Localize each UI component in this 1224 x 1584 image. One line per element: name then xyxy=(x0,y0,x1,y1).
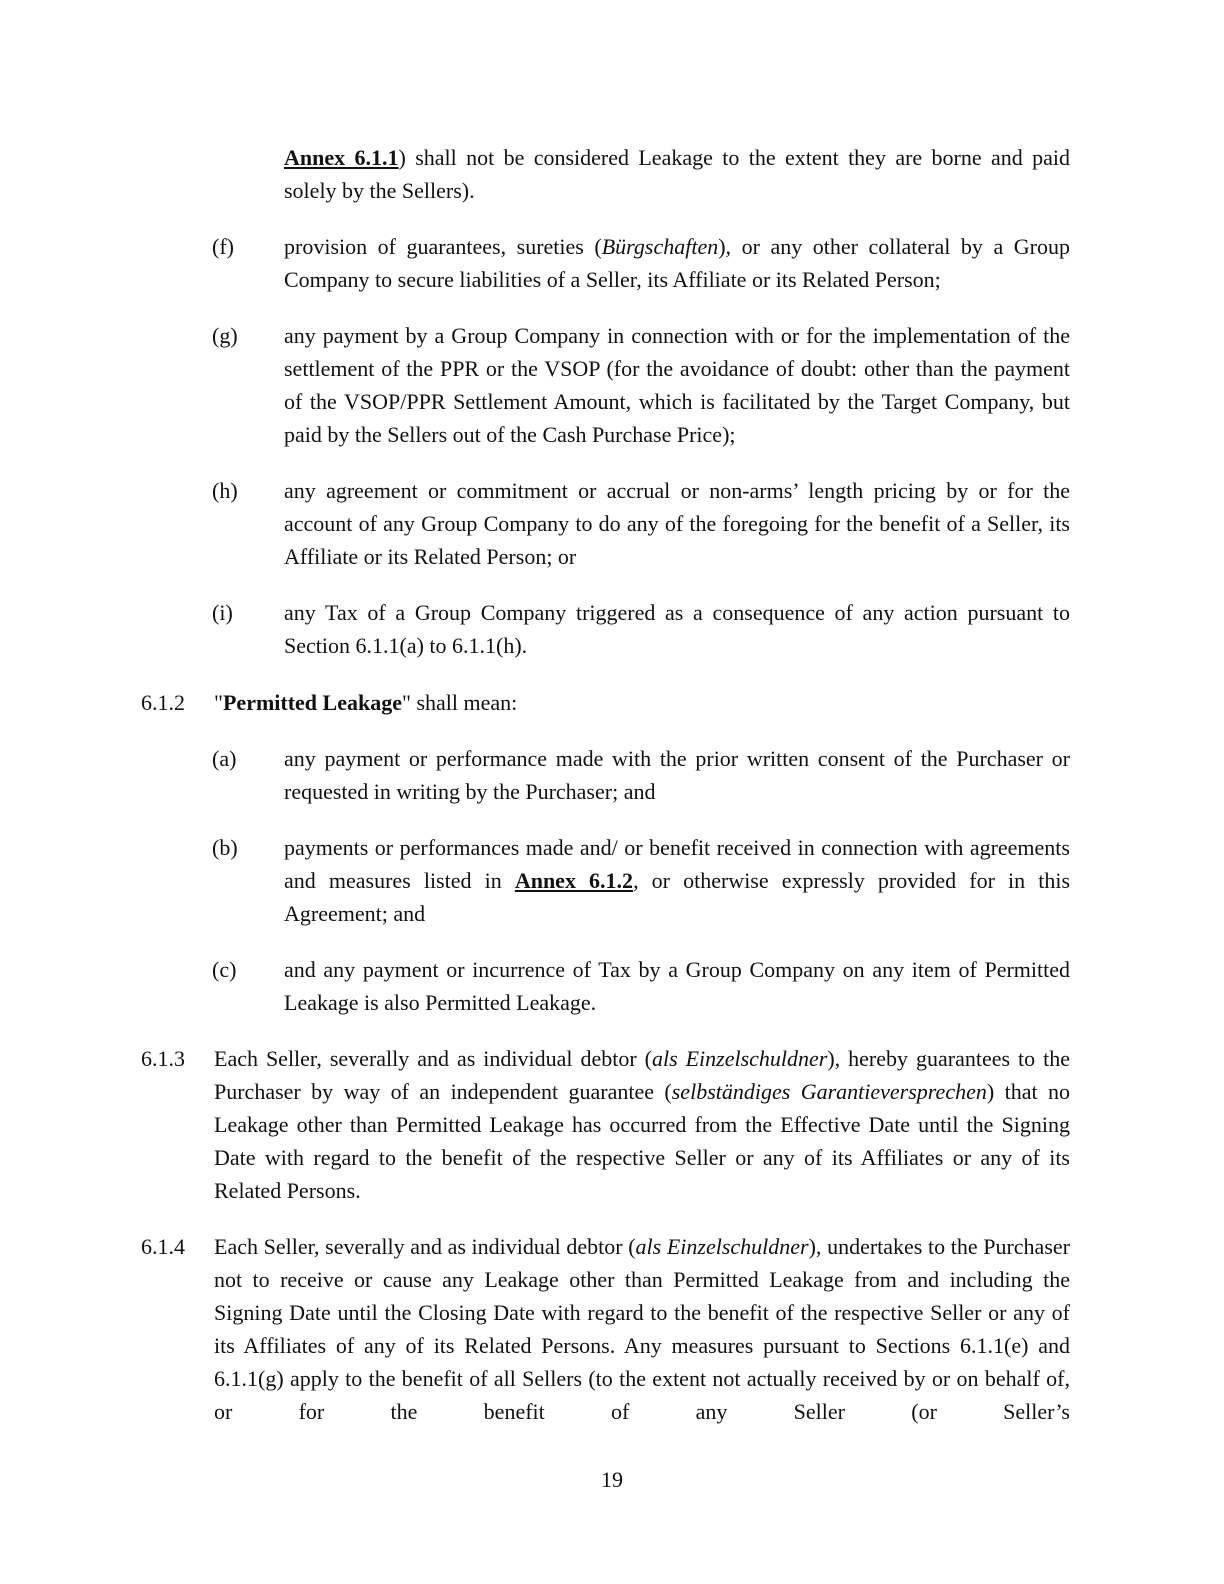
item-text-f: provision of guarantees, sureties (Bürgschaften), or any other collateral by a Group Company to secure liabilities of a Seller, its Affiliate or its Related Person; xyxy=(284,234,1071,292)
item-label-i: (i) xyxy=(212,600,233,625)
item-text-i: any Tax of a Group Company triggered as a consequence of any action pursuant to Section 6.1.1(a) to 6.1.1(h). xyxy=(284,600,1070,658)
section-heading-6-1-2: "Permitted Leakage" shall mean: xyxy=(214,690,518,715)
section-number-6-1-4: 6.1.4 xyxy=(141,1234,185,1259)
item-label-f: (f) xyxy=(212,234,234,259)
section-text-6-1-3: Each Seller, severally and as individual debtor (als Einzelschuldner), hereby guarantees to the Purchaser by way of an independent guarantee (selbständiges Garantieversprechen) that no Leakage other than Permitted Leakage has occurred from the Effective Date until the Signing Date with regard to the benefit of the respective Seller or any of its Affiliates or any of its Related Persons. xyxy=(214,1046,1071,1203)
annex-reference: Annex 6.1.1 xyxy=(284,145,399,170)
item-label-c: (c) xyxy=(212,957,237,982)
defined-term: Permitted Leakage xyxy=(222,690,402,715)
item-text-b: payments or performances made and/ or benefit received in connection with agreements and measures listed in Annex 6.1.2, or otherwise expressly provided for in this Agreement; and xyxy=(284,835,1071,926)
page-number: 19 xyxy=(601,1467,623,1492)
section-number-6-1-3: 6.1.3 xyxy=(141,1046,185,1071)
item-label-a: (a) xyxy=(212,746,237,771)
item-text-a: any payment or performance made with the prior written consent of the Purchaser or requested in writing by the Purchaser; and xyxy=(284,746,1070,804)
continuation-paragraph: Annex 6.1.1) shall not be considered Leakage to the extent they are borne and paid solely by the Sellers). xyxy=(284,145,1070,203)
item-label-g: (g) xyxy=(212,323,238,348)
annex-reference: Annex 6.1.2 xyxy=(514,868,634,893)
item-text-g: any payment by a Group Company in connection with or for the implementation of the settlement of the PPR or the VSOP (for the avoidance of doubt: other than the payment of the VSOP/PPR Settlement Amount, which is facilitated by the Target Company, but paid by the Sellers out of the Cash Purchase Price); xyxy=(284,323,1070,447)
item-label-h: (h) xyxy=(212,478,238,503)
item-text-c: and any payment or incurrence of Tax by a Group Company on any item of Permitted Leakage is also Permitted Leakage. xyxy=(284,957,1070,1015)
item-text-h: any agreement or commitment or accrual or non-arms’ length pricing by or for the account of any Group Company to do any of the foregoing for the benefit of a Seller, its Affiliate or its Related Person; or xyxy=(284,478,1070,569)
section-number-6-1-2: 6.1.2 xyxy=(141,690,185,715)
section-text-6-1-4: Each Seller, severally and as individual debtor (als Einzelschuldner), undertakes to the Purchaser not to receive or cause any Leakage other than Permitted Leakage from and including the Signing Date until the Closing Date with regard to the benefit of the respective Seller or any of its Affiliates of any of its Related Persons. Any measures pursuant to Sections 6.1.1(e) and 6.1.1(g) apply to the benefit of all Sellers (to the extent not actually received by or on behalf of, or for the benefit of any Seller (or Seller’s xyxy=(214,1234,1070,1424)
item-label-b: (b) xyxy=(212,835,238,860)
